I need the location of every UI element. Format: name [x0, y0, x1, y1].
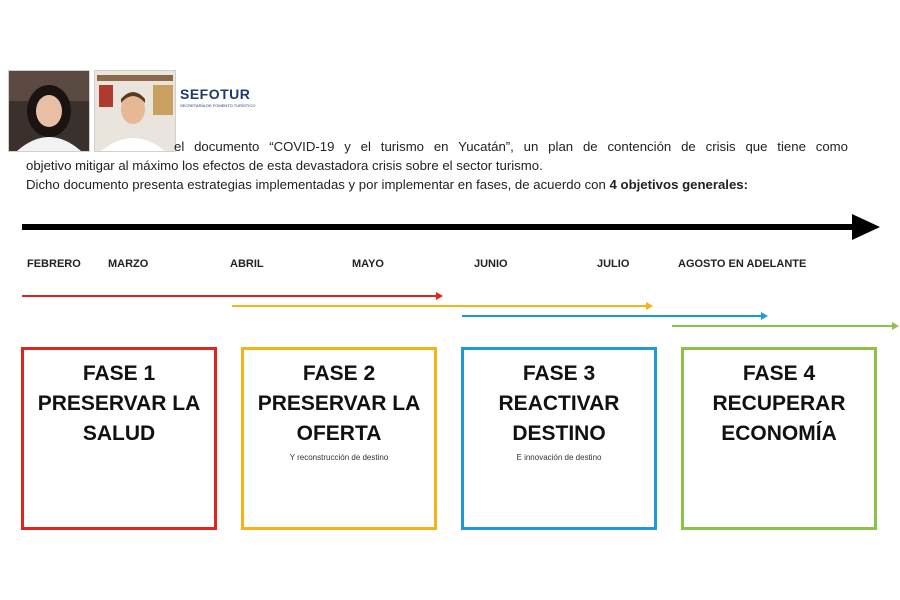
paragraph-line-3	[26, 175, 848, 194]
paragraph-line-3-bold: 4 objetivos generales:	[609, 177, 749, 192]
phase-3-title-line: DESTINO	[512, 422, 606, 445]
paragraph-line-3-text: Dicho documento presenta estrategias implementadas y por implementar en fases, de acuerdo con	[26, 177, 610, 192]
phase-2-title-line: FASE 2	[302, 362, 376, 385]
logo-subtitle: SECRETARÍA DE FOMENTO TURÍSTICO	[180, 103, 256, 108]
logo-name: SEFOTUR	[180, 86, 251, 102]
phase-2-title-line: OFERTA	[296, 422, 382, 445]
phase-2-arrow	[232, 302, 653, 310]
month-junio: JUNIO	[474, 258, 508, 270]
phase-1-title-line: PRESERVAR LA	[37, 392, 201, 415]
phase-4-title-line: ECONOMÍA	[721, 422, 837, 445]
phase-4-title-line: FASE 4	[742, 362, 816, 385]
phase-2-title	[244, 359, 434, 449]
phase-4-box	[681, 347, 877, 530]
paragraph-line-1: el documento “COVID-19 y el turismo en Yucatán”, un plan de contención de crisis que tiene como	[174, 139, 848, 154]
month-marzo: MARZO	[108, 258, 149, 270]
month-agosto-en-adelante: AGOSTO EN ADELANTE	[678, 258, 807, 270]
phase-2-note: Y reconstrucción de destino	[289, 453, 389, 462]
phase-1-arrow	[22, 292, 443, 300]
phase-4-title-line: RECUPERAR	[712, 392, 846, 415]
paragraph-line-2: objetivo mitigar al máximo los efectos de esta devastadora crisis sobre el sector turismo.	[26, 158, 543, 173]
phase-3-arrow	[462, 312, 768, 320]
phase-1-title-line: SALUD	[82, 422, 156, 445]
phase-3-note: E innovación de destino	[516, 453, 602, 462]
phase-4-arrow	[672, 322, 899, 330]
phase-arrows	[0, 285, 900, 335]
phase-2-box	[241, 347, 437, 530]
month-julio: JULIO	[597, 258, 630, 270]
month-febrero: FEBRERO	[27, 258, 81, 270]
phase-1-title	[24, 359, 214, 449]
sefotur-logo	[180, 86, 255, 108]
phase-1-box	[21, 347, 217, 530]
timeline-arrow	[22, 212, 884, 242]
phase-2-title-line: PRESERVAR LA	[257, 392, 421, 415]
month-abril: ABRIL	[230, 258, 264, 270]
phase-3-title	[464, 359, 654, 449]
phase-1-title-line: FASE 1	[82, 362, 156, 385]
phase-3-title-line: FASE 3	[522, 362, 596, 385]
slide-paragraph	[26, 137, 848, 194]
phase-3-title-line: REACTIVAR	[498, 392, 620, 415]
phase-3-box	[461, 347, 657, 530]
month-mayo: MAYO	[352, 258, 384, 270]
phase-4-title	[684, 359, 874, 449]
